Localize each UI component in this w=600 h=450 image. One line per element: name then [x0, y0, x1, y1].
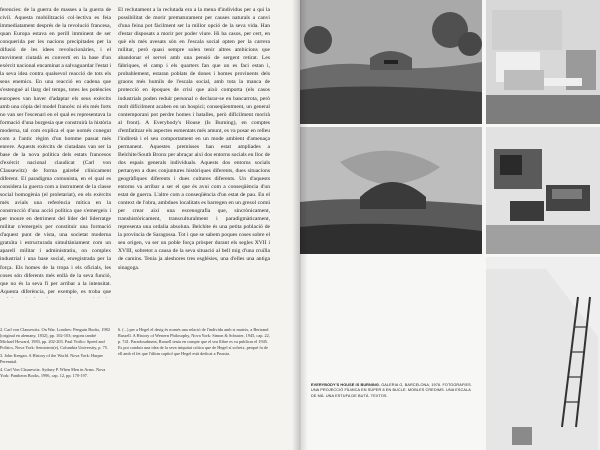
photo-caption [311, 383, 476, 399]
footnote: 2. Carl von Clausewitz. On War. Londres: Penguin Books, 1982 [original en alemany, 1832], pp. 102-103; segons també Michael Howard, 1983, pp. 202-203. Paul Virilio: Speed and Politics, Nova York: Semiotext(e), Columbia University, p. 75. [0, 327, 110, 350]
footnotes-right [118, 327, 270, 359]
footnote: 3. John Keegan. A History of the World. Nova York: Harper Perennial. [0, 353, 103, 364]
bunker-landscape-photo [300, 0, 482, 124]
room-with-ladder-photo [486, 257, 600, 450]
footnote: 6. (...) per a Hegel el desig és només una relació de l'individu amb si mateix, a Bertrand Russell. A History of Western Philosophy, Nova York: Simon & Schuster, 1945, cap. 22, p. 741. Paradoxalment, Russell tenia en compte que el seu llibre es va publicar el 1945. Es pot conduir una idea de la seva iniquitat crítica que de Hegel sí sofreix, perquè fa de ell amb el fet que l'últim capítol que Hegel està dedicat a Prussia. [118, 327, 270, 356]
footnotes-left [0, 327, 111, 381]
right-column-text [118, 6, 270, 426]
living-room-photo [486, 0, 600, 124]
caption-text: GALERIA G, BARCELONA, 1976. FOTOGRAFIES. UNA PROJECCIÓ FÍLMICA EN SÚPER 8 EN BUCLE. MOBLES CREDIMS. UNA ESCALA DE MÀ. UNA ESTUFA DE BUTÀ. TEXTOS. [311, 383, 472, 398]
left-column-paragraph: ferencies: de la guerra de masses a la guerra de civil. Aquesta mobilització col·lectiva es feia immediatament després de la revolució francesa, quan Europa estava en perill imminent de ser conquerida per les nacions precipitades per la difusió de les idees revolucionàries, i el moviment ciutadà es convertí en la base d'un exèrcit nacional encaminat a salvaguardar l'estat i la seva idea contra qualsevol reacció de tots els seus enemics. En una reacció en cadena que s'estengué al llarg del temps, totes les potències europees van haver d'adaptar els seus exèrcits amb una còpia del model francès: ni els més forts no van ser l'escenari en el qual es representava la formació d'una burgesia que construirà la història moderna, tal com explica el que només conegut com a l'antic règim d'un homme passat més enrere. Aquests exèrcits de ciutadans van ser la base de la nova política dels estats francesos d'exèrcit nacional claudicat (Carl von Clausewitz) de forma gairebé clínicament diferent. El paradigma comunista, en el qual es considera la guerra com a instrument de la classe social homogènia (el proletariat), en els exèrcits més avials una referència mítica en la construcció d'una acció política que s'emergeix i per moure en detriment del líder del liderratge militar n'emergeix per constituir una formació d'aquest punt de vista, una societat moderna gratuïta i estructurada simultàniament com un aparell militar i administratiu, on complex industrial i una base social, enregistrada per la força. Els homes de la tropa i els oficials, les coses són diferents més enllà de la seva funció, que no és la seva fi per arribar a la intensitat. Aquesta diferència, per exemple, es troba que [0, 7, 111, 295]
burnt-room-photo [486, 127, 600, 254]
left-column-text [0, 6, 111, 298]
caption-title: EVERYBODY'S HOUSE IS BURNING. [311, 383, 381, 387]
footnote: 4. Carl Von Clausewitz. Sydney P. When Men in Arms. Nova York: Pantheon Books, 1996, cap. 12, pp. 170-197. [0, 367, 106, 378]
burning-bunker-photo [300, 127, 482, 254]
right-column-paragraph: El reclutament a la reclutada era a la mena d'individus per a qui la possibilitat de morir prematurament per causes naturals a canvi d'una feina pot fàcilment ser la millor opció de la seva vida. Han d'estar disposats a morir per poder viure. Hi ha casos, per cert, en què els més avesats són en l'escala social opten per la carrera militar, però quasi sempre solen tenir altres ambicions que abandonar el servei amb una pensió de sergent retirat. Les fàbriques, el camp i els quarters fan que un es faci estan i, probablement, estaran poblats de dones i homes provinents dels graons més humils de l'escala social, amb tota la manca de protecció en èpoques de crisi que això comporta (els casos industrials poden reduir personal o declarar-se en bancarrota, però molt difícilment acaben en un hospici; conseqüentment, un general contemporani pot perdre homes i batalles, però difícilment morirà al front). A Everybody's House (Is Burning), en comptes d'emfatitzar els aspectes esmentats més amunt, es va posar en relleu l'indiretà i el seu comportament en un mode ambient d'amenaça permanent. Aquestes premisses han estat ampliades a Belchite/South Bronx per abraçar així dos entorns socials en lloc de dos espais generals individuals. Aquests dos entorns socials pertanyen a dues conjuntures històriques diferents, dues situacions geogràfiques diferents i dues cultures diferents. Un d'aquests entorns va arribar a ser el que és avui com a conseqüència d'un estat de guerra. L'altre com a conseqüència d'un estat de pau. En el context de l'obra, ambdues localitats es barregen en un gresol comú per crear així una escenografia que, sincrònicament, transhistòricament, transculturalment i paradigmàticament, representa una ordalia absoluta. Belchite és una petita població de la província de Saragossa. Tot i que se sabem poques coses sobre el seu origen, va ser un poble força pròsper durant els segles XVII i XVIII, sobretot a causa de la seva situació al bell mig d'una cruïlla de camins. Tenia ja aleshores tres esglésies, una d'elles una antiga sinagoga. [118, 7, 270, 271]
